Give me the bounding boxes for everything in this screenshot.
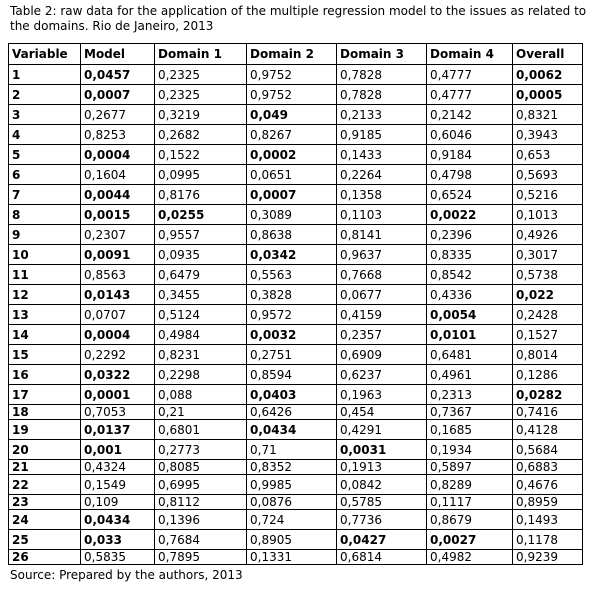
cell-model: 0,0007 <box>81 85 155 105</box>
cell-domain-3: 0,1103 <box>337 205 427 225</box>
cell-domain-1: 0,2682 <box>155 125 247 145</box>
cell-domain-1: 0,6995 <box>155 475 247 495</box>
cell-model: 0,2307 <box>81 225 155 245</box>
cell-domain-2: 0,9752 <box>247 85 337 105</box>
cell-domain-2: 0,0876 <box>247 495 337 510</box>
cell-domain-2: 0,8267 <box>247 125 337 145</box>
cell-model: 0,8563 <box>81 265 155 285</box>
cell-overall: 0,5684 <box>513 440 583 460</box>
cell-domain-3: 0,2264 <box>337 165 427 185</box>
cell-domain-4: 0,0027 <box>427 530 513 550</box>
cell-domain-2: 0,0032 <box>247 325 337 345</box>
cell-variable: 23 <box>9 495 81 510</box>
cell-overall: 0,5216 <box>513 185 583 205</box>
cell-domain-3: 0,7736 <box>337 510 427 530</box>
cell-variable: 2 <box>9 85 81 105</box>
cell-variable: 8 <box>9 205 81 225</box>
cell-overall: 0,653 <box>513 145 583 165</box>
cell-domain-4: 0,2142 <box>427 105 513 125</box>
table-caption: Table 2: raw data for the application of the multiple regression model to the issues as related to the domains. Rio de Janeiro, 2013 <box>10 4 587 33</box>
cell-domain-3: 0,6909 <box>337 345 427 365</box>
cell-domain-4: 0,9184 <box>427 145 513 165</box>
cell-overall: 0,6883 <box>513 460 583 475</box>
cell-model: 0,0137 <box>81 420 155 440</box>
table-row <box>9 225 583 245</box>
cell-overall: 0,4926 <box>513 225 583 245</box>
cell-domain-4: 0,1117 <box>427 495 513 510</box>
table-source-note: Source: Prepared by the authors, 2013 <box>10 568 243 582</box>
cell-domain-2: 0,3828 <box>247 285 337 305</box>
cell-domain-3: 0,9185 <box>337 125 427 145</box>
cell-model: 0,7053 <box>81 405 155 420</box>
cell-variable: 18 <box>9 405 81 420</box>
cell-domain-1: 0,6479 <box>155 265 247 285</box>
cell-domain-4: 0,0101 <box>427 325 513 345</box>
cell-model: 0,2292 <box>81 345 155 365</box>
cell-model: 0,0434 <box>81 510 155 530</box>
cell-domain-1: 0,3219 <box>155 105 247 125</box>
cell-variable: 16 <box>9 365 81 385</box>
cell-overall: 0,8321 <box>513 105 583 125</box>
cell-domain-2: 0,71 <box>247 440 337 460</box>
table-row <box>9 440 583 460</box>
cell-variable: 13 <box>9 305 81 325</box>
cell-variable: 12 <box>9 285 81 305</box>
table-row <box>9 495 583 510</box>
cell-domain-1: 0,0255 <box>155 205 247 225</box>
cell-domain-2: 0,724 <box>247 510 337 530</box>
cell-overall: 0,4676 <box>513 475 583 495</box>
header-domain-3: Domain 3 <box>337 44 427 65</box>
cell-domain-4: 0,4982 <box>427 550 513 565</box>
table-body <box>9 65 583 565</box>
cell-domain-4: 0,8542 <box>427 265 513 285</box>
cell-model: 0,5835 <box>81 550 155 565</box>
cell-domain-1: 0,8112 <box>155 495 247 510</box>
table-row <box>9 245 583 265</box>
cell-variable: 11 <box>9 265 81 285</box>
cell-overall: 0,1178 <box>513 530 583 550</box>
cell-overall: 0,0282 <box>513 385 583 405</box>
cell-variable: 1 <box>9 65 81 85</box>
table-row <box>9 105 583 125</box>
cell-domain-3: 0,0427 <box>337 530 427 550</box>
cell-domain-3: 0,0677 <box>337 285 427 305</box>
table-row <box>9 325 583 345</box>
cell-model: 0,0322 <box>81 365 155 385</box>
cell-domain-3: 0,6814 <box>337 550 427 565</box>
cell-variable: 10 <box>9 245 81 265</box>
cell-domain-4: 0,4798 <box>427 165 513 185</box>
cell-domain-1: 0,0935 <box>155 245 247 265</box>
cell-model: 0,0707 <box>81 305 155 325</box>
cell-model: 0,0004 <box>81 145 155 165</box>
cell-model: 0,0044 <box>81 185 155 205</box>
table-row <box>9 405 583 420</box>
cell-domain-2: 0,5563 <box>247 265 337 285</box>
header-domain-1: Domain 1 <box>155 44 247 65</box>
cell-domain-2: 0,8905 <box>247 530 337 550</box>
cell-domain-1: 0,7895 <box>155 550 247 565</box>
cell-domain-4: 0,5897 <box>427 460 513 475</box>
cell-domain-1: 0,2298 <box>155 365 247 385</box>
cell-variable: 4 <box>9 125 81 145</box>
cell-domain-2: 0,0434 <box>247 420 337 440</box>
cell-model: 0,0143 <box>81 285 155 305</box>
cell-overall: 0,0005 <box>513 85 583 105</box>
cell-domain-4: 0,4336 <box>427 285 513 305</box>
cell-variable: 6 <box>9 165 81 185</box>
table-row <box>9 460 583 475</box>
cell-domain-4: 0,2396 <box>427 225 513 245</box>
cell-domain-2: 0,8352 <box>247 460 337 475</box>
cell-domain-3: 0,6237 <box>337 365 427 385</box>
cell-overall: 0,5693 <box>513 165 583 185</box>
table-row <box>9 265 583 285</box>
cell-domain-3: 0,7828 <box>337 65 427 85</box>
cell-domain-3: 0,9637 <box>337 245 427 265</box>
cell-domain-4: 0,0022 <box>427 205 513 225</box>
table-row <box>9 510 583 530</box>
table-row <box>9 125 583 145</box>
cell-domain-4: 0,1934 <box>427 440 513 460</box>
cell-variable: 14 <box>9 325 81 345</box>
table-row <box>9 345 583 365</box>
table-row <box>9 420 583 440</box>
cell-domain-3: 0,8141 <box>337 225 427 245</box>
cell-domain-3: 0,1963 <box>337 385 427 405</box>
cell-domain-3: 0,2133 <box>337 105 427 125</box>
cell-variable: 5 <box>9 145 81 165</box>
cell-overall: 0,3017 <box>513 245 583 265</box>
header-domain-4: Domain 4 <box>427 44 513 65</box>
cell-domain-3: 0,1433 <box>337 145 427 165</box>
cell-domain-4: 0,4961 <box>427 365 513 385</box>
cell-overall: 0,0062 <box>513 65 583 85</box>
cell-domain-2: 0,0403 <box>247 385 337 405</box>
table-row <box>9 205 583 225</box>
cell-variable: 9 <box>9 225 81 245</box>
cell-overall: 0,2428 <box>513 305 583 325</box>
cell-domain-4: 0,2313 <box>427 385 513 405</box>
cell-domain-2: 0,0002 <box>247 145 337 165</box>
cell-domain-4: 0,1685 <box>427 420 513 440</box>
cell-domain-3: 0,4291 <box>337 420 427 440</box>
cell-domain-1: 0,7684 <box>155 530 247 550</box>
cell-domain-2: 0,9985 <box>247 475 337 495</box>
cell-overall: 0,1013 <box>513 205 583 225</box>
cell-domain-2: 0,0342 <box>247 245 337 265</box>
cell-domain-2: 0,9752 <box>247 65 337 85</box>
cell-domain-1: 0,2325 <box>155 65 247 85</box>
cell-domain-2: 0,3089 <box>247 205 337 225</box>
cell-domain-1: 0,8085 <box>155 460 247 475</box>
cell-model: 0,0457 <box>81 65 155 85</box>
cell-variable: 7 <box>9 185 81 205</box>
cell-variable: 19 <box>9 420 81 440</box>
cell-domain-3: 0,7668 <box>337 265 427 285</box>
cell-domain-3: 0,2357 <box>337 325 427 345</box>
cell-domain-1: 0,2325 <box>155 85 247 105</box>
regression-data-table <box>8 43 583 565</box>
table-row <box>9 530 583 550</box>
table-row <box>9 65 583 85</box>
cell-domain-2: 0,9572 <box>247 305 337 325</box>
cell-domain-3: 0,1913 <box>337 460 427 475</box>
cell-variable: 22 <box>9 475 81 495</box>
cell-domain-4: 0,8335 <box>427 245 513 265</box>
cell-domain-4: 0,8289 <box>427 475 513 495</box>
header-overall: Overall <box>513 44 583 65</box>
table-row <box>9 145 583 165</box>
cell-domain-3: 0,0031 <box>337 440 427 460</box>
table-row <box>9 305 583 325</box>
cell-model: 0,0001 <box>81 385 155 405</box>
cell-domain-1: 0,088 <box>155 385 247 405</box>
cell-domain-4: 0,4777 <box>427 65 513 85</box>
cell-variable: 15 <box>9 345 81 365</box>
cell-domain-1: 0,8176 <box>155 185 247 205</box>
cell-variable: 25 <box>9 530 81 550</box>
table-row <box>9 550 583 565</box>
cell-domain-2: 0,1331 <box>247 550 337 565</box>
cell-domain-1: 0,9557 <box>155 225 247 245</box>
cell-domain-1: 0,8231 <box>155 345 247 365</box>
cell-domain-1: 0,3455 <box>155 285 247 305</box>
cell-domain-2: 0,0651 <box>247 165 337 185</box>
cell-domain-4: 0,0054 <box>427 305 513 325</box>
cell-model: 0,1549 <box>81 475 155 495</box>
table-header-row <box>9 44 583 65</box>
cell-model: 0,8253 <box>81 125 155 145</box>
cell-domain-4: 0,7367 <box>427 405 513 420</box>
cell-overall: 0,8959 <box>513 495 583 510</box>
cell-overall: 0,022 <box>513 285 583 305</box>
cell-domain-1: 0,6801 <box>155 420 247 440</box>
header-model: Model <box>81 44 155 65</box>
cell-model: 0,4324 <box>81 460 155 475</box>
cell-domain-2: 0,8638 <box>247 225 337 245</box>
cell-domain-3: 0,4159 <box>337 305 427 325</box>
cell-domain-3: 0,5785 <box>337 495 427 510</box>
cell-overall: 0,1527 <box>513 325 583 345</box>
cell-variable: 24 <box>9 510 81 530</box>
cell-domain-4: 0,4777 <box>427 85 513 105</box>
cell-domain-2: 0,049 <box>247 105 337 125</box>
table-row <box>9 365 583 385</box>
cell-domain-2: 0,2751 <box>247 345 337 365</box>
cell-overall: 0,1286 <box>513 365 583 385</box>
table-row <box>9 185 583 205</box>
cell-domain-1: 0,5124 <box>155 305 247 325</box>
cell-domain-3: 0,454 <box>337 405 427 420</box>
cell-domain-4: 0,6046 <box>427 125 513 145</box>
cell-model: 0,109 <box>81 495 155 510</box>
cell-domain-1: 0,0995 <box>155 165 247 185</box>
cell-variable: 17 <box>9 385 81 405</box>
cell-domain-1: 0,1522 <box>155 145 247 165</box>
cell-variable: 3 <box>9 105 81 125</box>
cell-domain-4: 0,6524 <box>427 185 513 205</box>
cell-overall: 0,3943 <box>513 125 583 145</box>
cell-overall: 0,8014 <box>513 345 583 365</box>
cell-domain-1: 0,1396 <box>155 510 247 530</box>
cell-domain-3: 0,1358 <box>337 185 427 205</box>
cell-domain-1: 0,21 <box>155 405 247 420</box>
cell-variable: 21 <box>9 460 81 475</box>
cell-model: 0,033 <box>81 530 155 550</box>
cell-overall: 0,1493 <box>513 510 583 530</box>
cell-overall: 0,9239 <box>513 550 583 565</box>
table-row <box>9 475 583 495</box>
header-domain-2: Domain 2 <box>247 44 337 65</box>
cell-variable: 26 <box>9 550 81 565</box>
cell-model: 0,0015 <box>81 205 155 225</box>
cell-overall: 0,4128 <box>513 420 583 440</box>
cell-domain-1: 0,2773 <box>155 440 247 460</box>
cell-model: 0,001 <box>81 440 155 460</box>
header-variable: Variable <box>9 44 81 65</box>
cell-domain-4: 0,6481 <box>427 345 513 365</box>
cell-model: 0,0004 <box>81 325 155 345</box>
cell-variable: 20 <box>9 440 81 460</box>
cell-domain-4: 0,8679 <box>427 510 513 530</box>
cell-model: 0,0091 <box>81 245 155 265</box>
cell-domain-3: 0,7828 <box>337 85 427 105</box>
table-row <box>9 285 583 305</box>
cell-overall: 0,7416 <box>513 405 583 420</box>
table-row <box>9 385 583 405</box>
cell-domain-2: 0,6426 <box>247 405 337 420</box>
table-row <box>9 85 583 105</box>
cell-domain-1: 0,4984 <box>155 325 247 345</box>
cell-overall: 0,5738 <box>513 265 583 285</box>
cell-domain-2: 0,8594 <box>247 365 337 385</box>
cell-model: 0,1604 <box>81 165 155 185</box>
table-row <box>9 165 583 185</box>
cell-domain-2: 0,0007 <box>247 185 337 205</box>
cell-domain-3: 0,0842 <box>337 475 427 495</box>
cell-model: 0,2677 <box>81 105 155 125</box>
